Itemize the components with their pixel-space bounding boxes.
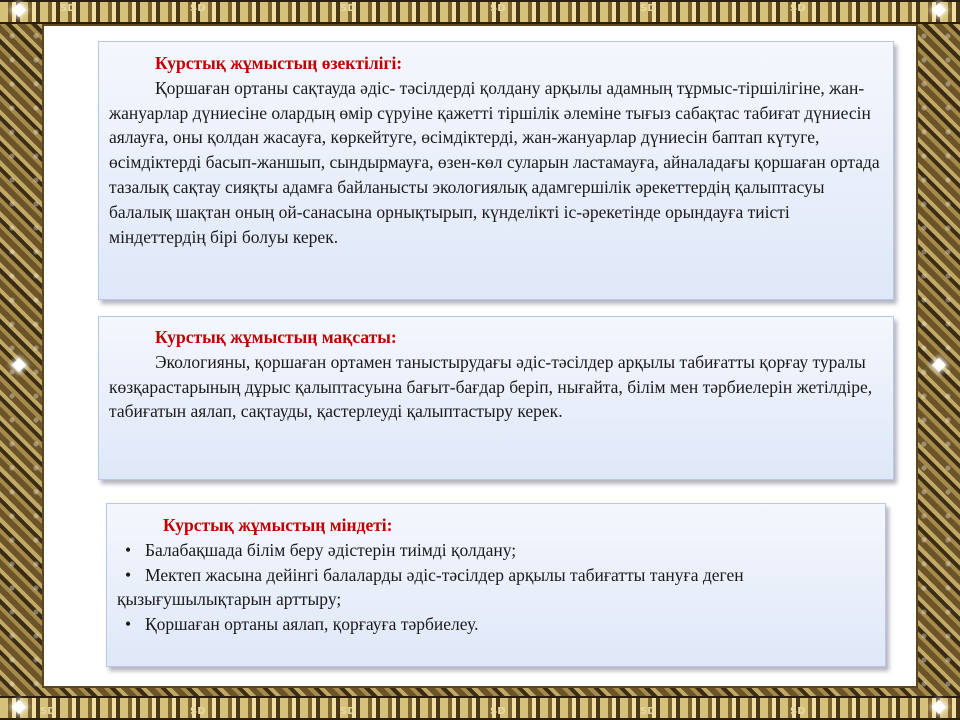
watermark-text: SD bbox=[640, 3, 656, 14]
watermark-text: SD bbox=[340, 706, 356, 717]
task-text: Мектеп жасына дейінгі балаларды әдіс-тәсілдер арқылы табиғатты тануға деген қызығушылықтарын арттыру; bbox=[117, 564, 744, 610]
top-border-strip bbox=[0, 0, 960, 24]
bottom-border-strip bbox=[0, 696, 960, 720]
task-text: Қоршаған ортаны аялап, қорғауға тәрбиелеу. bbox=[145, 614, 479, 635]
watermark-text: SD bbox=[640, 706, 656, 717]
watermark-text: SD bbox=[790, 3, 806, 14]
goal-text: Экологияны, қоршаған ортамен таныстырудағы әдіс-тәсілдер арқылы табиғатты қорғау туралы көзқарастарының дұрыс қалыптасуына бағыт-бағдар беріп, нығайта, білім мен тәрбиелерін жетілдіре, табиғатын аялап, сақтауды, қастерлеуді қалыптастыру керек. bbox=[109, 351, 873, 422]
watermark-text: SD bbox=[40, 706, 56, 717]
list-item bbox=[117, 538, 877, 563]
watermark-text: SD bbox=[790, 706, 806, 717]
bullet-icon: • bbox=[125, 539, 132, 560]
list-item bbox=[117, 563, 877, 613]
relevance-box bbox=[98, 41, 894, 300]
tasks-heading: Курстық жұмыстың міндеті: bbox=[163, 515, 393, 535]
relevance-heading: Курстық жұмыстың өзектілігі: bbox=[155, 53, 403, 73]
task-text: Балабақшада білім беру әдістерін тиімді қолдану; bbox=[145, 539, 517, 560]
watermark-text: SD bbox=[190, 706, 206, 717]
watermark-text: SD bbox=[340, 3, 356, 14]
watermark-text: SD bbox=[490, 706, 506, 717]
goal-box bbox=[98, 316, 894, 480]
watermark-text: SD bbox=[60, 3, 76, 14]
watermark-text: SD bbox=[490, 3, 506, 14]
bullet-icon: • bbox=[125, 614, 132, 635]
goal-heading: Курстық жұмыстың мақсаты: bbox=[155, 327, 397, 347]
watermark-text: SD bbox=[190, 3, 206, 14]
tasks-list bbox=[117, 538, 877, 637]
relevance-text: Қоршаған ортаны сақтауда әдіс- тәсілдерді қолдану арқылы адамның тұрмыс-тіршілігіне, жан-жануарлар дүниесіне олардың өмір сүруіне қажетті тіршілік әлеміне тығыз сабақтас табиғат дүниесін аялауға, оны қолдан жасауға, көркейтуге, өсімдіктерді, жан-жануарлар дүниесін баптап күтуге, өсімдіктерді басып-жаншып, сындырмауға, өзен-көл суларын ластамауға, айналадағы қоршаған ортада тазалық сақтау сияқты адамға байланысты экологиялық адамгершілік әрекеттердің қалыптасуы балалық шақтан оның ой-санасына орнықтырып, күнделікті іс-әрекетінде орындауға тиісті міндеттердің бірі болуы керек. bbox=[109, 77, 880, 247]
list-item bbox=[117, 612, 877, 637]
tasks-box bbox=[106, 503, 886, 667]
bullet-icon: • bbox=[125, 564, 132, 585]
